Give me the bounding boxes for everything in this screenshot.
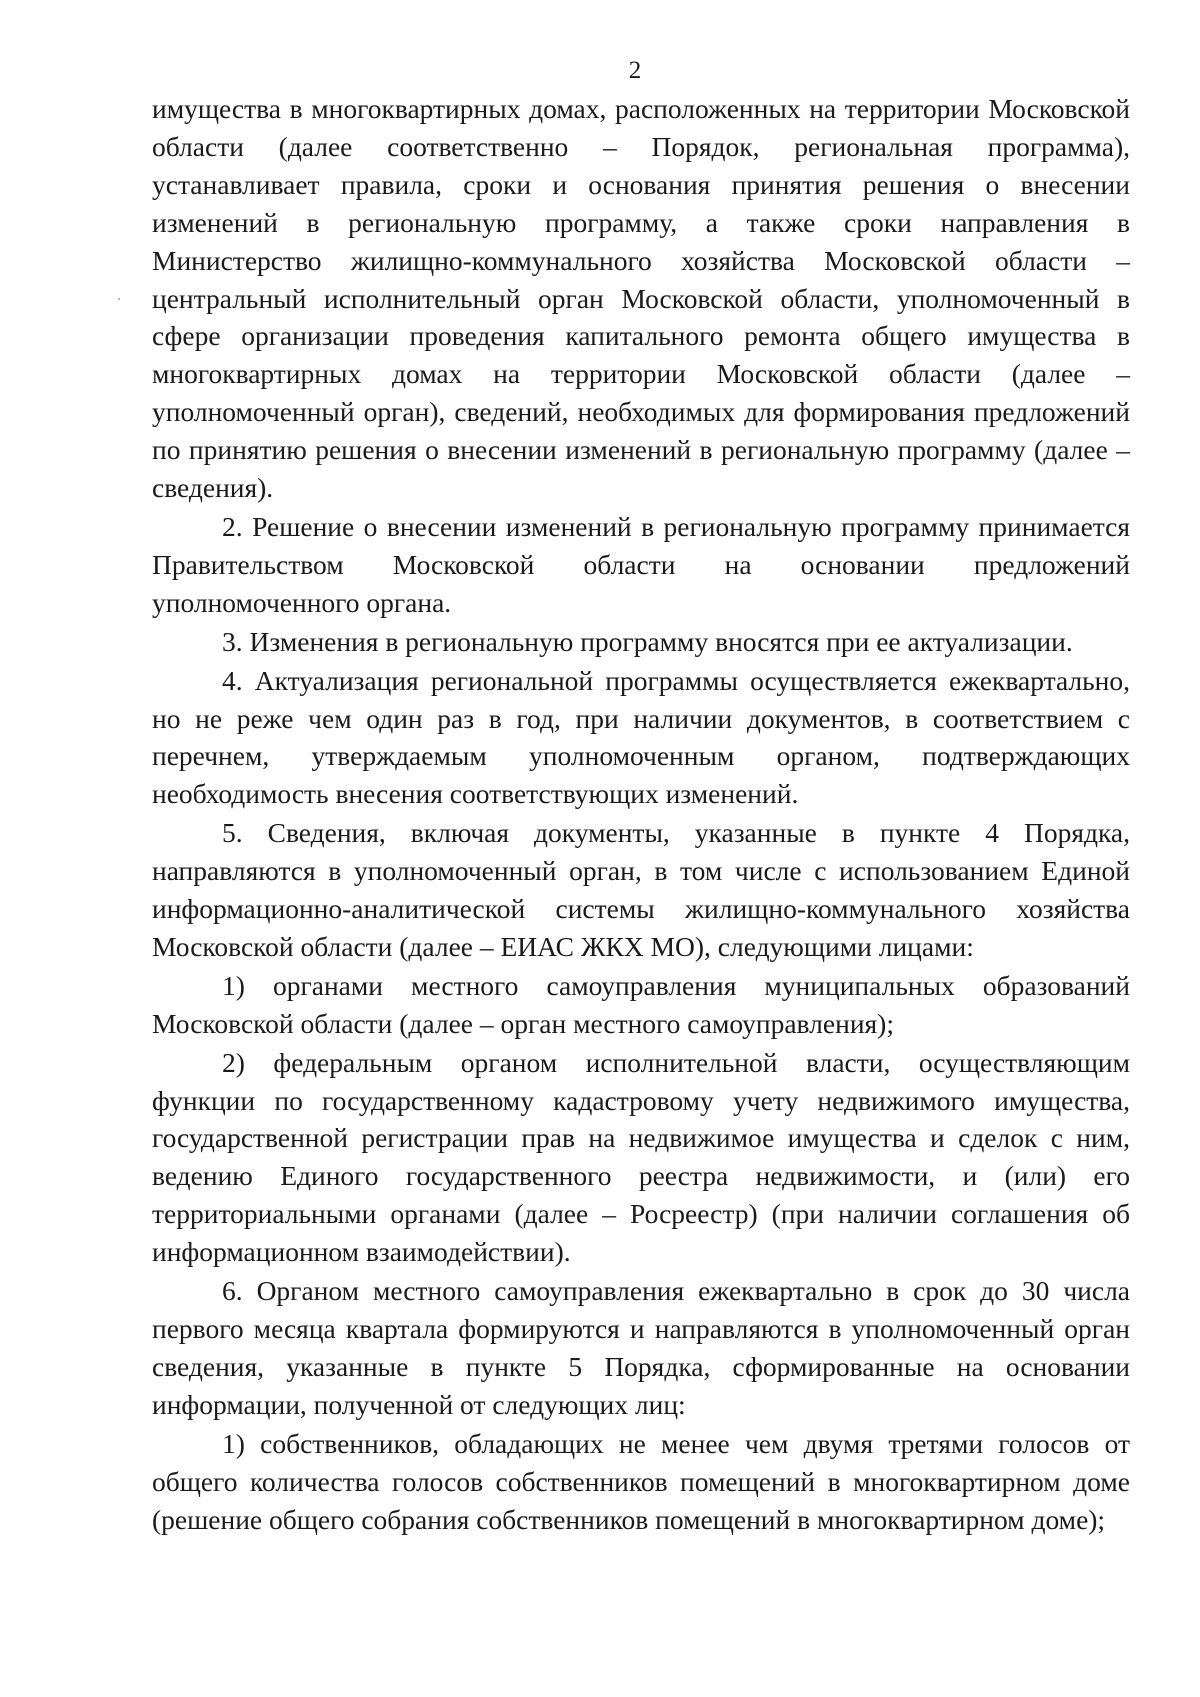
- paragraph-item-5-sub-1: 1) органами местного самоуправления муниципальных образований Московской области (далее – орган местного самоуправления);: [152, 969, 1130, 1039]
- paragraph-item-3: 3. Изменения в региональную программу вносятся при ее актуализации.: [222, 625, 1073, 657]
- paragraph-item-2: 2. Решение о внесении изменений в региональную программу принимается Правительством Московской области на основании предложений уполномоченного органа.: [152, 510, 1130, 618]
- document-body: [152, 90, 1130, 1538]
- paragraph-item-6-sub-1: 1) собственников, обладающих не менее чем двумя третями голосов от общего количества голосов собственников помещений в многоквартирном доме (решение общего собрания собственников помещений в многоквартирном доме);: [152, 1427, 1130, 1535]
- scan-speck: [118, 298, 120, 300]
- paragraph-item-5-sub-2: 2) федеральным органом исполнительной власти, осуществляющим функции по государственному кадастровому учету недвижимого имущества, государственной регистрации прав на недвижимое имущества и сделок с ним, ведению Единого государственного реестра недвижимости, и (или) его территориальными органами (далее – Росреестр) (при наличии соглашения об информационном взаимодействии).: [152, 1046, 1130, 1268]
- page-number: 2: [628, 57, 642, 84]
- paragraph-item-4: 4. Актуализация региональной программы осуществляется ежеквартально, но не реже чем один раз в год, при наличии документов, в соответствием с перечнем, утверждаемым уполномоченным органом, подтверждающих необходимость внесения соответствующих изменений.: [152, 664, 1130, 810]
- paragraph-item-6: 6. Органом местного самоуправления ежеквартально в срок до 30 числа первого месяца квартала формируются и направляются в уполномоченный орган сведения, указанные в пункте 5 Порядка, сформированные на основании информации, полученной от следующих лиц:: [152, 1275, 1130, 1420]
- paragraph-item-5: 5. Сведения, включая документы, указанные в пункте 4 Порядка, направляются в уполномоченный орган, в том числе с использованием Единой информационно-аналитической системы жилищно-коммунального хозяйства Московской области (далее – ЕИАС ЖКХ МО), следующими лицами:: [152, 817, 1130, 962]
- paragraph-order-intro: имущества в многоквартирных домах, расположенных на территории Московской области (далее соответственно – Порядок, региональная программа), устанавливает правила, сроки и основания принятия решения о внесении изменений в региональную программу, а также сроки направления в Министерство жилищно-коммунального хозяйства Московской области – центральный исполнительный орган Московской области, уполномоченный в сфере организации проведения капитального ремонта общего имущества в многоквартирных домах на территории Московской области (далее – уполномоченный орган), сведений, необходимых для формирования предложений по принятию решения о внесении изменений в региональную программу (далее – сведения).: [152, 93, 1130, 504]
